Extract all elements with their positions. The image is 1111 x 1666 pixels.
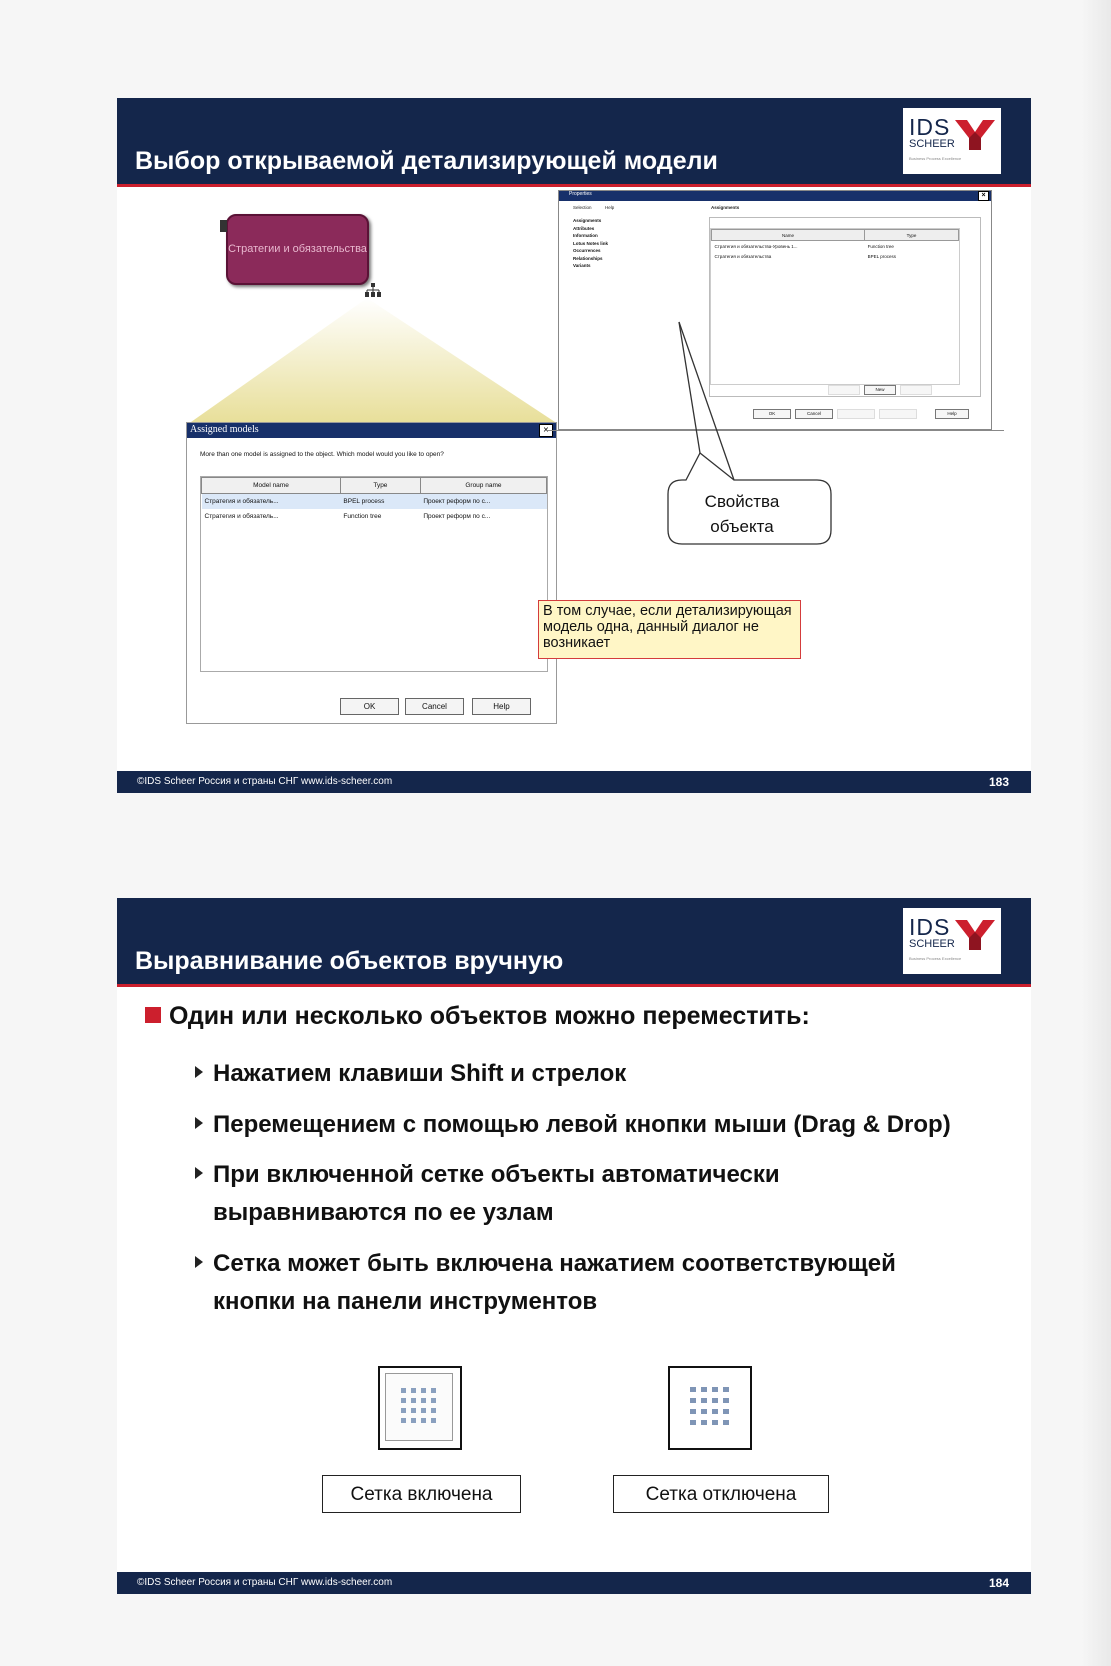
ok-button[interactable]: OK — [753, 409, 791, 419]
list-item[interactable]: Attributes — [573, 225, 595, 231]
callout-text: Свойства объекта — [704, 492, 780, 536]
grid-on-icon — [385, 1373, 453, 1441]
bullet-square-icon — [145, 1007, 161, 1023]
list-item[interactable]: Occurrences — [573, 248, 601, 253]
sub-bullet: Нажатием клавиши Shift и стрелок — [195, 1055, 1005, 1093]
bullet-arrow-icon — [195, 1167, 203, 1179]
list-item[interactable]: Relationships — [573, 255, 603, 261]
cancel-button[interactable]: Cancel — [795, 409, 833, 419]
column-header[interactable]: Type — [340, 478, 420, 494]
new-button[interactable]: New — [864, 385, 896, 395]
dialog-titlebar: Assigned models — [187, 423, 556, 438]
grid-off-label: Сетка отключена — [613, 1475, 829, 1513]
slide-title: Выравнивание объектов вручную — [135, 947, 564, 975]
slide-184 — [117, 898, 1031, 1594]
list-item[interactable]: Information — [573, 233, 598, 238]
slide-footer — [117, 771, 1031, 793]
list-item[interactable]: Variants — [573, 263, 591, 268]
dialog-question: More than one model is assigned to the object. Which model would you like to open? — [200, 451, 444, 458]
slide-footer — [117, 1572, 1031, 1594]
tab-help[interactable]: Help — [605, 205, 615, 210]
table-row[interactable]: Стратегия и обязательства BPEL process — [714, 253, 896, 259]
column-header[interactable]: Name — [712, 230, 865, 241]
grid-on-button[interactable] — [378, 1366, 462, 1450]
bullet-arrow-icon — [195, 1117, 203, 1129]
table-row[interactable]: Стратегия и обязательства-Уровень 1... Function tree — [714, 243, 894, 249]
bullet-arrow-icon — [195, 1256, 203, 1268]
slide-header — [117, 898, 1031, 984]
help-button[interactable]: Help — [935, 409, 969, 419]
pane-title: Assignments — [711, 205, 740, 210]
column-header[interactable]: Group name — [420, 478, 546, 494]
slide-183 — [117, 98, 1031, 793]
page-number: 183 — [988, 775, 1009, 789]
cancel-button[interactable]: Cancel — [405, 698, 464, 715]
main-bullet: Один или несколько объектов можно переместить: — [145, 1002, 810, 1031]
page-number: 184 — [988, 1576, 1009, 1590]
grid-on-label: Сетка включена — [322, 1475, 521, 1513]
bullet-arrow-icon — [195, 1066, 203, 1078]
list-item[interactable]: Lotus Notes link — [573, 240, 609, 246]
sub-bullet: Перемещением с помощью левой кнопки мыши (Drag & Drop) — [195, 1106, 1005, 1144]
tab-selection[interactable]: Selection — [573, 205, 592, 210]
table-row[interactable]: Стратегия и обязатель... Function tree Проект реформ по с... — [204, 513, 491, 520]
function-object[interactable]: Стратегии и обязательства — [226, 214, 369, 285]
footer-copyright: ©IDS Scheer Россия и страны СНГ www.ids-scheer.com — [137, 1577, 393, 1588]
callout-balloon — [117, 98, 1031, 793]
note-box: В том случае, если детализирующая модель одна, данный диалог не возникает — [538, 600, 801, 659]
grid-off-button[interactable] — [668, 1366, 752, 1450]
logo-mark-icon — [955, 916, 995, 952]
dialog-titlebar: Properties × — [559, 191, 991, 201]
header-accent-line — [117, 984, 1031, 987]
grid-off-icon — [675, 1373, 741, 1439]
ok-button[interactable]: OK — [340, 698, 399, 715]
footer-copyright: ©IDS Scheer Россия и страны СНГ www.ids-scheer.com — [137, 776, 393, 787]
ids-scheer-logo: IDS SCHEER Business Process Excellence — [903, 108, 1001, 174]
list-item[interactable]: Assignments — [573, 218, 602, 223]
table-row[interactable]: Стратегия и обязатель... BPEL process Проект реформ по с... — [202, 494, 547, 510]
help-button[interactable]: Help — [472, 698, 531, 715]
sub-bullet: Сетка может быть включена нажатием соответствующей кнопки на панели инструментов — [195, 1245, 1005, 1321]
sub-bullet: При включенной сетке объекты автоматически выравниваются по ее узлам — [195, 1156, 1005, 1232]
slide-title: Выбор открываемой детализирующей модели — [135, 147, 718, 175]
ids-scheer-logo: IDS SCHEER Business Process Excellence — [903, 908, 1001, 974]
column-header[interactable]: Type — [865, 230, 959, 241]
page-edge-shade — [1081, 0, 1111, 1666]
close-icon[interactable]: × — [978, 191, 989, 201]
column-header[interactable]: Model name — [202, 478, 341, 494]
